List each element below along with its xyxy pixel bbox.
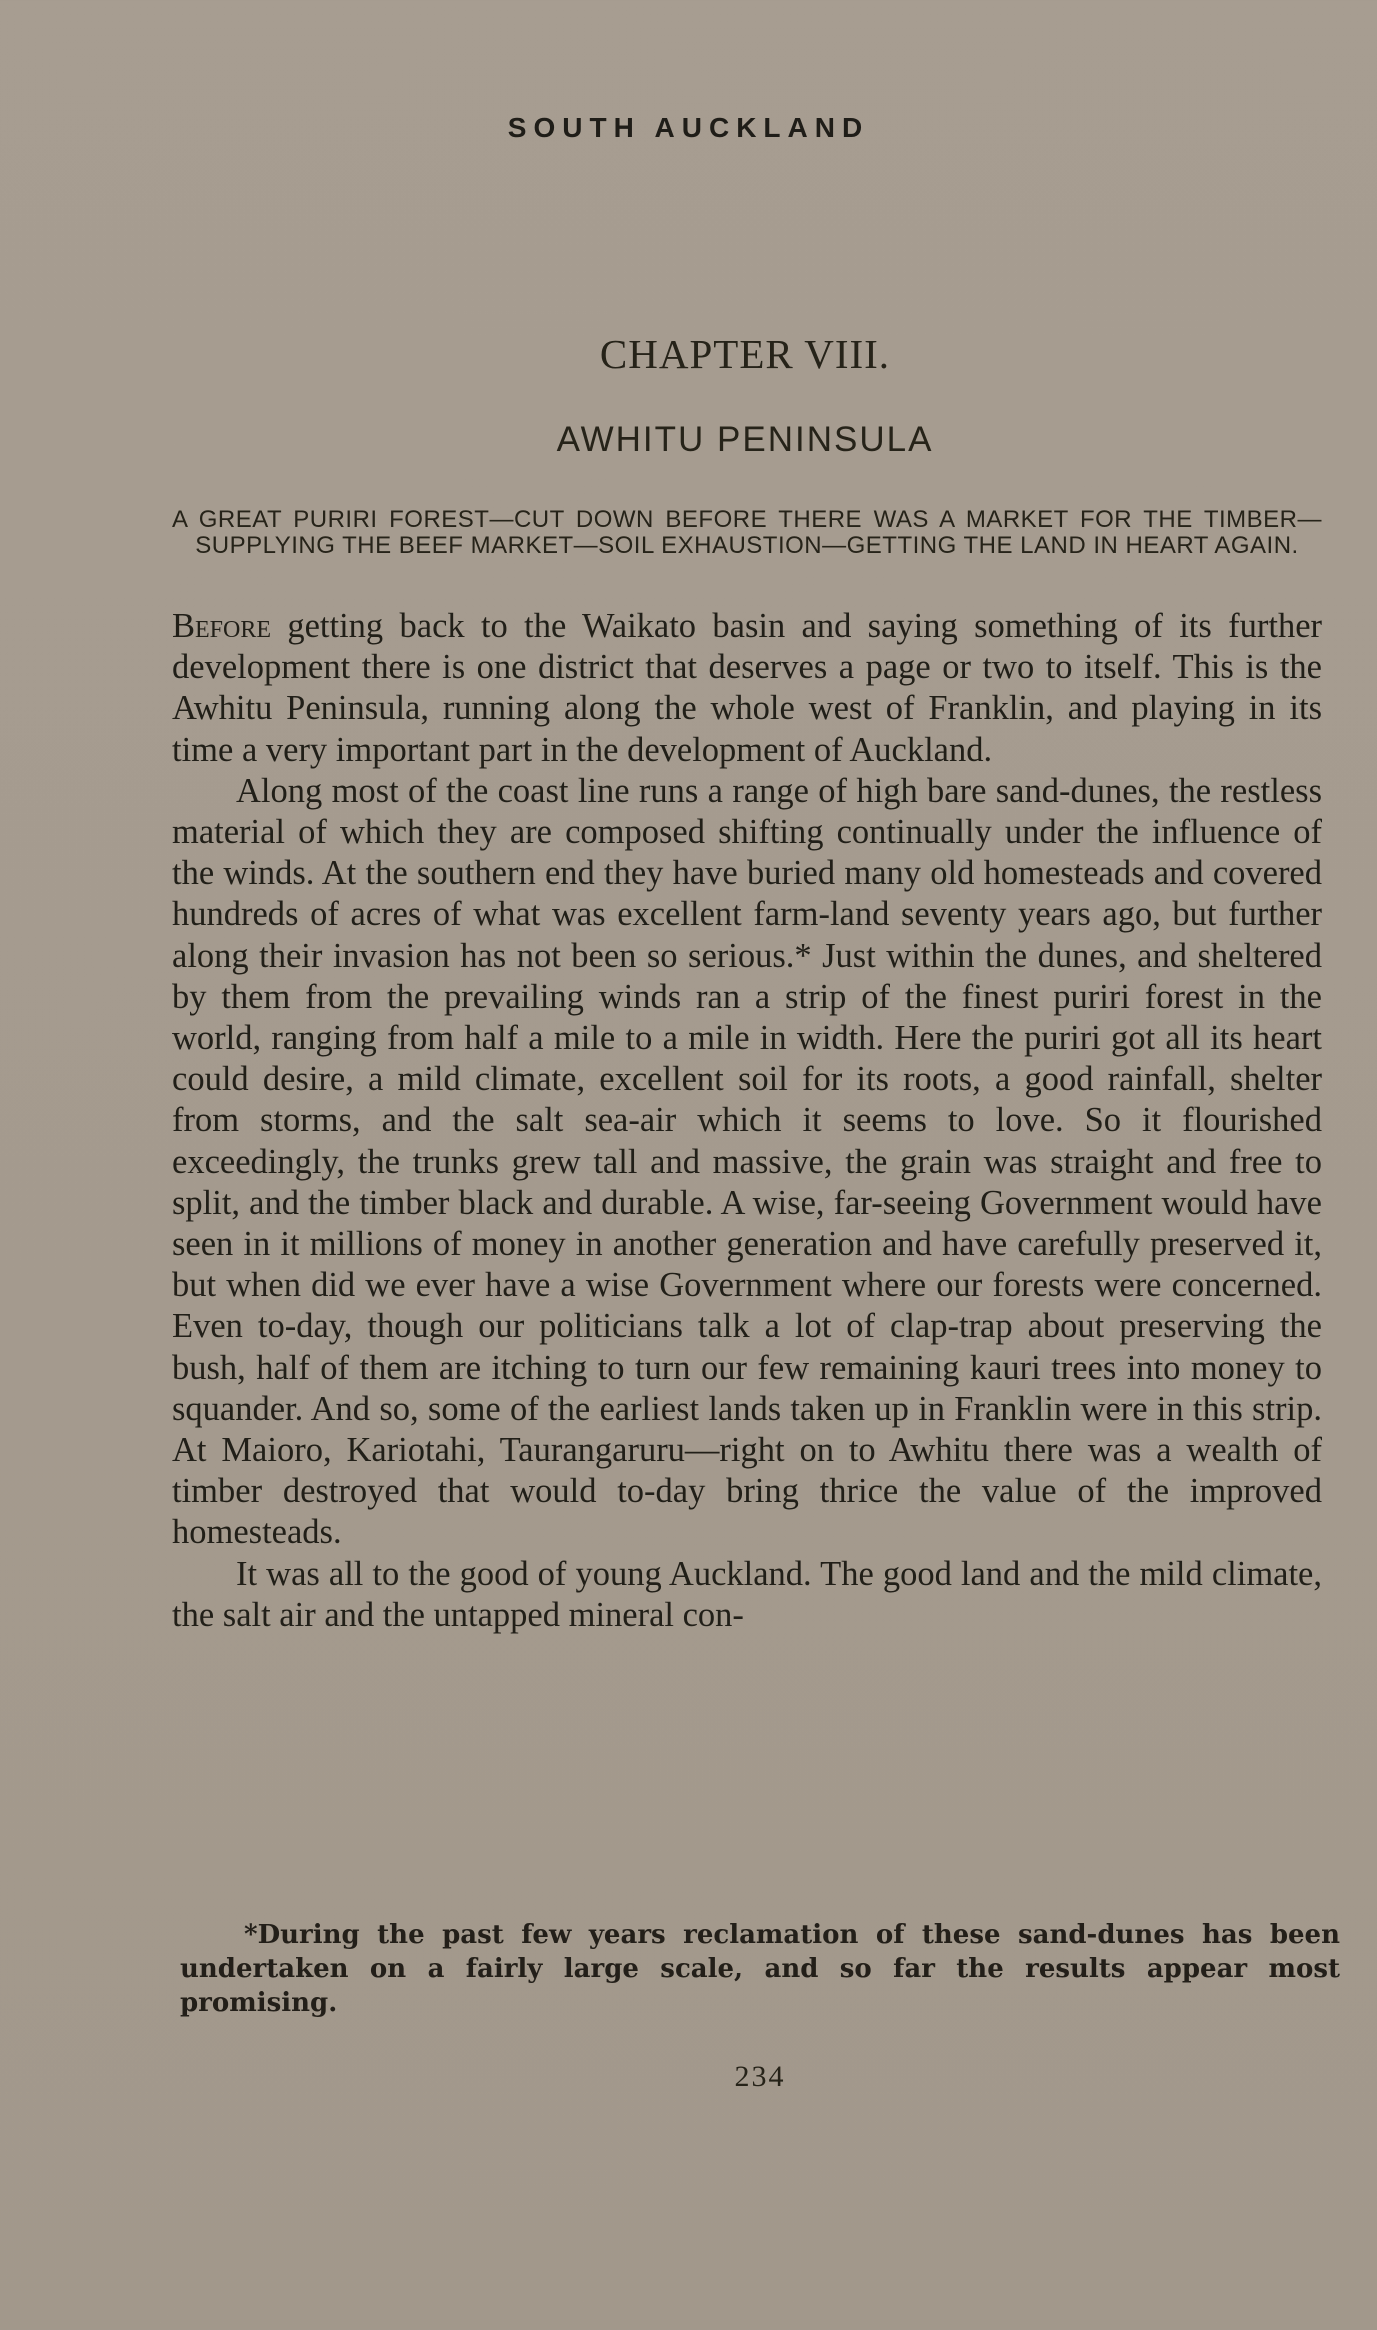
footnote: [180, 1918, 1340, 2020]
chapter-number: CHAPTER VIII.: [599, 331, 891, 377]
running-head: SOUTH AUCKLAND: [507, 112, 870, 143]
chapter-title: AWHITU PENINSULA: [556, 420, 934, 459]
paragraph-3: It was all to the good of young Auckland. The good land and the mild climate, the salt air and the untapped mineral con-: [172, 1554, 1322, 1634]
chapter-synopsis: A GREAT PURIRI FOREST—CUT DOWN BEFORE THERE WAS A MARKET FOR THE TIMBER—SUPPLYING THE BEEF MARKET—SOIL EXHAUSTION—GETTING THE LAND IN HEART AGAIN.: [172, 506, 1322, 559]
body-text: [172, 606, 1322, 1636]
page-number: 234: [734, 2060, 786, 2093]
paragraph-lead-word: Before: [172, 607, 272, 645]
paragraph-1: [172, 606, 1322, 771]
paragraph-2: Along most of the coast line runs a range of high bare sand-dunes, the restless material of which they are composed shifting continually under the influence of the winds. At the southern end they have buried many old homesteads and covered hundreds of acres of what was excellent farm-land seventy years ago, but further along their invasion has not been so serious.* Just within the dunes, and sheltered by them from the prevailing winds ran a strip of the finest puriri forest in the world, ranging from half a mile to a mile in width. Here the puriri got all its heart could desire, a mild climate, excellent soil for its roots, a good rainfall, shelter from storms, and the salt sea-air which it seems to love. So it flourished exceedingly, the trunks grew tall and massive, the grain was straight and free to split, and the timber black and durable. A wise, far-seeing Government would have seen in it millions of money in another generation and have carefully preserved it, but when did we ever have a wise Government where our forests were concerned. Even to-day, though our politicians talk a lot of clap-trap about preserving the bush, half of them are itching to turn our few remaining kauri trees into money to squander. And so, some of the earliest lands taken up in Franklin were in this strip. At Maioro, Kariotahi, Taurangaruru—right on to Awhitu there was a wealth of timber destroyed that would to-day bring thrice the value of the improved homesteads.: [172, 771, 1322, 1552]
footnote-text: *During the past few years reclamation of these sand-dunes has been undertaken on a fairly large scale, and so far the results appear most promising.: [180, 1920, 1340, 2018]
paragraph-1-text: getting back to the Waikato basin and saying something of its further development there is one district that deserves a page or two to itself. This is the Awhitu Peninsula, running along the whole west of Franklin, and playing in its time a very important part in the development of Auckland.: [172, 607, 1322, 769]
